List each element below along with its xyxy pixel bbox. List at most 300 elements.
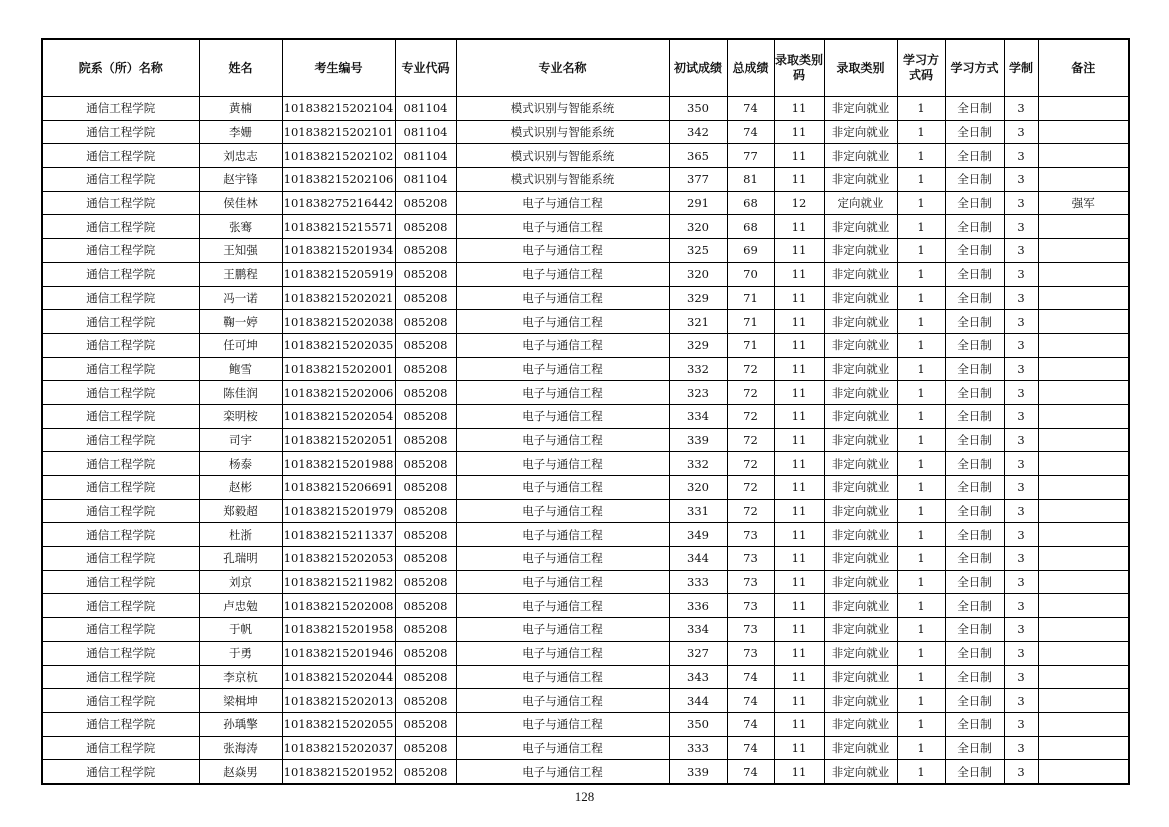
- remarks-cell: [1038, 144, 1129, 168]
- remarks-cell: [1038, 262, 1129, 286]
- table-row: [42, 333, 1129, 357]
- candidate-number-cell: 101838215202013: [282, 689, 395, 713]
- initial-score-cell: 333: [669, 736, 727, 760]
- initial-score-cell: 334: [669, 404, 727, 428]
- table-row: [42, 310, 1129, 334]
- remarks-cell: [1038, 618, 1129, 642]
- candidate-number-cell: 101838215211982: [282, 570, 395, 594]
- admission-category-code-cell: 11: [774, 665, 824, 689]
- initial-score-cell: 339: [669, 428, 727, 452]
- remarks-cell: 强军: [1038, 191, 1129, 215]
- initial-score-cell: 333: [669, 570, 727, 594]
- table-row: [42, 191, 1129, 215]
- study-mode-code-cell: 1: [897, 760, 945, 784]
- remarks-cell: [1038, 452, 1129, 476]
- admission-category-cell: 非定向就业: [824, 215, 897, 239]
- candidate-number-cell: 101838215215571: [282, 215, 395, 239]
- admission-category-code-cell: 11: [774, 523, 824, 547]
- duration-cell: 3: [1004, 547, 1038, 571]
- admission-category-code-cell: 11: [774, 452, 824, 476]
- study-mode-code-cell: 1: [897, 381, 945, 405]
- table-row: [42, 286, 1129, 310]
- study-mode-cell: 全日制: [945, 523, 1004, 547]
- study-mode-code-cell: 1: [897, 594, 945, 618]
- table-row: [42, 523, 1129, 547]
- total-score-cell: 70: [727, 262, 774, 286]
- table-row: [42, 476, 1129, 500]
- admission-category-cell: 非定向就业: [824, 97, 897, 121]
- total-score-cell: 72: [727, 357, 774, 381]
- header-duration: 学制: [1004, 39, 1038, 97]
- study-mode-cell: 全日制: [945, 665, 1004, 689]
- table-row: [42, 689, 1129, 713]
- admission-category-cell: 非定向就业: [824, 760, 897, 784]
- remarks-cell: [1038, 333, 1129, 357]
- remarks-cell: [1038, 476, 1129, 500]
- total-score-cell: 68: [727, 215, 774, 239]
- department-cell: 通信工程学院: [42, 641, 199, 665]
- department-cell: 通信工程学院: [42, 712, 199, 736]
- candidate-number-cell: 101838215202054: [282, 404, 395, 428]
- major-code-cell: 085208: [395, 239, 456, 263]
- admission-category-cell: 非定向就业: [824, 286, 897, 310]
- study-mode-code-cell: 1: [897, 618, 945, 642]
- department-cell: 通信工程学院: [42, 594, 199, 618]
- major-code-cell: 085208: [395, 381, 456, 405]
- remarks-cell: [1038, 381, 1129, 405]
- initial-score-cell: 350: [669, 97, 727, 121]
- study-mode-code-cell: 1: [897, 97, 945, 121]
- initial-score-cell: 344: [669, 547, 727, 571]
- total-score-cell: 77: [727, 144, 774, 168]
- admission-category-code-cell: 11: [774, 689, 824, 713]
- department-cell: 通信工程学院: [42, 120, 199, 144]
- duration-cell: 3: [1004, 499, 1038, 523]
- admission-category-code-cell: 11: [774, 97, 824, 121]
- duration-cell: 3: [1004, 428, 1038, 452]
- department-cell: 通信工程学院: [42, 404, 199, 428]
- table-row: [42, 404, 1129, 428]
- candidate-number-cell: 101838215201946: [282, 641, 395, 665]
- admission-category-code-cell: 11: [774, 168, 824, 192]
- initial-score-cell: 321: [669, 310, 727, 334]
- study-mode-cell: 全日制: [945, 452, 1004, 476]
- study-mode-code-cell: 1: [897, 262, 945, 286]
- duration-cell: 3: [1004, 523, 1038, 547]
- major-name-cell: 电子与通信工程: [456, 310, 669, 334]
- major-code-cell: 085208: [395, 404, 456, 428]
- duration-cell: 3: [1004, 404, 1038, 428]
- admission-category-cell: 非定向就业: [824, 333, 897, 357]
- duration-cell: 3: [1004, 381, 1038, 405]
- department-cell: 通信工程学院: [42, 523, 199, 547]
- admission-category-cell: 非定向就业: [824, 428, 897, 452]
- study-mode-code-cell: 1: [897, 168, 945, 192]
- major-code-cell: 085208: [395, 428, 456, 452]
- admission-category-code-cell: 11: [774, 333, 824, 357]
- table-row: [42, 144, 1129, 168]
- candidate-number-cell: 101838215201988: [282, 452, 395, 476]
- candidate-number-cell: 101838215201958: [282, 618, 395, 642]
- duration-cell: 3: [1004, 689, 1038, 713]
- name-cell: 王知强: [199, 239, 282, 263]
- initial-score-cell: 365: [669, 144, 727, 168]
- initial-score-cell: 349: [669, 523, 727, 547]
- table-row: [42, 120, 1129, 144]
- study-mode-code-cell: 1: [897, 452, 945, 476]
- total-score-cell: 74: [727, 760, 774, 784]
- name-cell: 陈佳润: [199, 381, 282, 405]
- header-candidate-number: 考生编号: [282, 39, 395, 97]
- initial-score-cell: 329: [669, 333, 727, 357]
- admission-category-code-cell: 11: [774, 428, 824, 452]
- study-mode-cell: 全日制: [945, 215, 1004, 239]
- admission-category-code-cell: 11: [774, 120, 824, 144]
- total-score-cell: 72: [727, 452, 774, 476]
- department-cell: 通信工程学院: [42, 333, 199, 357]
- duration-cell: 3: [1004, 476, 1038, 500]
- total-score-cell: 74: [727, 97, 774, 121]
- candidate-number-cell: 101838215202053: [282, 547, 395, 571]
- candidate-number-cell: 101838215201979: [282, 499, 395, 523]
- major-name-cell: 电子与通信工程: [456, 476, 669, 500]
- header-row: [42, 39, 1129, 97]
- major-code-cell: 081104: [395, 120, 456, 144]
- study-mode-cell: 全日制: [945, 286, 1004, 310]
- study-mode-cell: 全日制: [945, 618, 1004, 642]
- remarks-cell: [1038, 594, 1129, 618]
- duration-cell: 3: [1004, 452, 1038, 476]
- name-cell: 栾明桉: [199, 404, 282, 428]
- major-code-cell: 085208: [395, 641, 456, 665]
- admission-category-cell: 非定向就业: [824, 310, 897, 334]
- total-score-cell: 72: [727, 404, 774, 428]
- major-code-cell: 085208: [395, 618, 456, 642]
- total-score-cell: 71: [727, 286, 774, 310]
- study-mode-code-cell: 1: [897, 476, 945, 500]
- remarks-cell: [1038, 570, 1129, 594]
- total-score-cell: 74: [727, 736, 774, 760]
- admission-category-code-cell: 11: [774, 641, 824, 665]
- total-score-cell: 81: [727, 168, 774, 192]
- department-cell: 通信工程学院: [42, 428, 199, 452]
- admission-category-code-cell: 11: [774, 215, 824, 239]
- study-mode-code-cell: 1: [897, 215, 945, 239]
- total-score-cell: 73: [727, 594, 774, 618]
- study-mode-code-cell: 1: [897, 120, 945, 144]
- major-code-cell: 085208: [395, 736, 456, 760]
- total-score-cell: 72: [727, 476, 774, 500]
- major-code-cell: 085208: [395, 215, 456, 239]
- admission-category-code-cell: 11: [774, 310, 824, 334]
- study-mode-cell: 全日制: [945, 594, 1004, 618]
- study-mode-cell: 全日制: [945, 357, 1004, 381]
- remarks-cell: [1038, 641, 1129, 665]
- table-row: [42, 499, 1129, 523]
- study-mode-code-cell: 1: [897, 428, 945, 452]
- admission-category-code-cell: 11: [774, 381, 824, 405]
- table-row: [42, 168, 1129, 192]
- remarks-cell: [1038, 239, 1129, 263]
- duration-cell: 3: [1004, 120, 1038, 144]
- candidate-number-cell: 101838215202038: [282, 310, 395, 334]
- name-cell: 郑毅超: [199, 499, 282, 523]
- major-name-cell: 电子与通信工程: [456, 215, 669, 239]
- study-mode-code-cell: 1: [897, 736, 945, 760]
- candidate-number-cell: 101838215202044: [282, 665, 395, 689]
- admission-category-code-cell: 11: [774, 712, 824, 736]
- admission-table: [41, 38, 1130, 785]
- major-code-cell: 085208: [395, 310, 456, 334]
- study-mode-code-cell: 1: [897, 191, 945, 215]
- admission-category-code-cell: 11: [774, 499, 824, 523]
- duration-cell: 3: [1004, 310, 1038, 334]
- candidate-number-cell: 101838215202055: [282, 712, 395, 736]
- candidate-number-cell: 101838215202008: [282, 594, 395, 618]
- major-code-cell: 085208: [395, 523, 456, 547]
- major-name-cell: 电子与通信工程: [456, 428, 669, 452]
- admission-category-cell: 非定向就业: [824, 736, 897, 760]
- initial-score-cell: 336: [669, 594, 727, 618]
- total-score-cell: 69: [727, 239, 774, 263]
- major-code-cell: 085208: [395, 262, 456, 286]
- duration-cell: 3: [1004, 239, 1038, 263]
- major-name-cell: 电子与通信工程: [456, 523, 669, 547]
- major-name-cell: 电子与通信工程: [456, 618, 669, 642]
- initial-score-cell: 350: [669, 712, 727, 736]
- candidate-number-cell: 101838215202006: [282, 381, 395, 405]
- initial-score-cell: 334: [669, 618, 727, 642]
- table-row: [42, 262, 1129, 286]
- table-row: [42, 97, 1129, 121]
- duration-cell: 3: [1004, 191, 1038, 215]
- department-cell: 通信工程学院: [42, 381, 199, 405]
- department-cell: 通信工程学院: [42, 452, 199, 476]
- major-name-cell: 电子与通信工程: [456, 404, 669, 428]
- major-code-cell: 085208: [395, 760, 456, 784]
- header-total-score: 总成绩: [727, 39, 774, 97]
- initial-score-cell: 342: [669, 120, 727, 144]
- major-name-cell: 电子与通信工程: [456, 452, 669, 476]
- header-initial-score: 初试成绩: [669, 39, 727, 97]
- major-code-cell: 085208: [395, 570, 456, 594]
- total-score-cell: 72: [727, 499, 774, 523]
- admission-category-code-cell: 11: [774, 239, 824, 263]
- study-mode-code-cell: 1: [897, 404, 945, 428]
- table-row: [42, 239, 1129, 263]
- major-name-cell: 电子与通信工程: [456, 665, 669, 689]
- department-cell: 通信工程学院: [42, 262, 199, 286]
- study-mode-cell: 全日制: [945, 547, 1004, 571]
- admission-category-cell: 非定向就业: [824, 618, 897, 642]
- admission-category-cell: 非定向就业: [824, 381, 897, 405]
- table-row: [42, 381, 1129, 405]
- admission-category-cell: 非定向就业: [824, 570, 897, 594]
- duration-cell: 3: [1004, 570, 1038, 594]
- remarks-cell: [1038, 97, 1129, 121]
- name-cell: 刘京: [199, 570, 282, 594]
- table-row: [42, 665, 1129, 689]
- candidate-number-cell: 101838215202035: [282, 333, 395, 357]
- department-cell: 通信工程学院: [42, 499, 199, 523]
- total-score-cell: 74: [727, 712, 774, 736]
- major-name-cell: 电子与通信工程: [456, 333, 669, 357]
- remarks-cell: [1038, 712, 1129, 736]
- study-mode-code-cell: 1: [897, 523, 945, 547]
- department-cell: 通信工程学院: [42, 736, 199, 760]
- major-name-cell: 电子与通信工程: [456, 570, 669, 594]
- initial-score-cell: 320: [669, 215, 727, 239]
- header-admission-category: 录取类别: [824, 39, 897, 97]
- total-score-cell: 73: [727, 570, 774, 594]
- admission-category-code-cell: 11: [774, 357, 824, 381]
- major-name-cell: 电子与通信工程: [456, 357, 669, 381]
- admission-category-code-cell: 11: [774, 547, 824, 571]
- major-name-cell: 电子与通信工程: [456, 262, 669, 286]
- initial-score-cell: 329: [669, 286, 727, 310]
- initial-score-cell: 291: [669, 191, 727, 215]
- remarks-cell: [1038, 736, 1129, 760]
- study-mode-cell: 全日制: [945, 333, 1004, 357]
- table-row: [42, 760, 1129, 784]
- total-score-cell: 73: [727, 641, 774, 665]
- admission-category-cell: 非定向就业: [824, 262, 897, 286]
- admission-category-code-cell: 11: [774, 262, 824, 286]
- admission-category-cell: 非定向就业: [824, 120, 897, 144]
- candidate-number-cell: 101838215202101: [282, 120, 395, 144]
- total-score-cell: 71: [727, 310, 774, 334]
- admission-category-code-cell: 11: [774, 476, 824, 500]
- name-cell: 张骞: [199, 215, 282, 239]
- department-cell: 通信工程学院: [42, 239, 199, 263]
- header-study-mode: 学习方式: [945, 39, 1004, 97]
- name-cell: 王鹏程: [199, 262, 282, 286]
- study-mode-cell: 全日制: [945, 760, 1004, 784]
- department-cell: 通信工程学院: [42, 476, 199, 500]
- initial-score-cell: 332: [669, 357, 727, 381]
- name-cell: 鲍雪: [199, 357, 282, 381]
- candidate-number-cell: 101838215202102: [282, 144, 395, 168]
- initial-score-cell: 344: [669, 689, 727, 713]
- major-code-cell: 085208: [395, 286, 456, 310]
- candidate-number-cell: 101838275216442: [282, 191, 395, 215]
- name-cell: 于勇: [199, 641, 282, 665]
- study-mode-code-cell: 1: [897, 239, 945, 263]
- name-cell: 赵焱男: [199, 760, 282, 784]
- major-code-cell: 085208: [395, 476, 456, 500]
- table-header: [42, 39, 1129, 97]
- duration-cell: 3: [1004, 286, 1038, 310]
- major-name-cell: 电子与通信工程: [456, 191, 669, 215]
- major-code-cell: 085208: [395, 333, 456, 357]
- header-remarks: 备注: [1038, 39, 1129, 97]
- study-mode-code-cell: 1: [897, 641, 945, 665]
- admission-category-cell: 非定向就业: [824, 641, 897, 665]
- table-row: [42, 357, 1129, 381]
- table-row: [42, 641, 1129, 665]
- major-name-cell: 电子与通信工程: [456, 641, 669, 665]
- table-row: [42, 594, 1129, 618]
- department-cell: 通信工程学院: [42, 191, 199, 215]
- admission-category-cell: 非定向就业: [824, 239, 897, 263]
- total-score-cell: 74: [727, 665, 774, 689]
- admission-category-cell: 非定向就业: [824, 357, 897, 381]
- name-cell: 于帆: [199, 618, 282, 642]
- study-mode-code-cell: 1: [897, 310, 945, 334]
- admission-category-code-cell: 11: [774, 144, 824, 168]
- admission-category-cell: 非定向就业: [824, 665, 897, 689]
- major-code-cell: 085208: [395, 689, 456, 713]
- duration-cell: 3: [1004, 712, 1038, 736]
- duration-cell: 3: [1004, 665, 1038, 689]
- total-score-cell: 72: [727, 428, 774, 452]
- name-cell: 冯一诺: [199, 286, 282, 310]
- name-cell: 孔瑞明: [199, 547, 282, 571]
- name-cell: 孙瑀擎: [199, 712, 282, 736]
- study-mode-cell: 全日制: [945, 499, 1004, 523]
- name-cell: 刘忠志: [199, 144, 282, 168]
- admission-category-code-cell: 11: [774, 760, 824, 784]
- study-mode-code-cell: 1: [897, 286, 945, 310]
- table-row: [42, 452, 1129, 476]
- initial-score-cell: 320: [669, 476, 727, 500]
- study-mode-code-cell: 1: [897, 357, 945, 381]
- duration-cell: 3: [1004, 215, 1038, 239]
- admission-category-cell: 非定向就业: [824, 499, 897, 523]
- study-mode-code-cell: 1: [897, 547, 945, 571]
- admission-category-cell: 定向就业: [824, 191, 897, 215]
- major-name-cell: 模式识别与智能系统: [456, 120, 669, 144]
- major-name-cell: 电子与通信工程: [456, 499, 669, 523]
- admission-category-cell: 非定向就业: [824, 689, 897, 713]
- department-cell: 通信工程学院: [42, 570, 199, 594]
- name-cell: 杨泰: [199, 452, 282, 476]
- initial-score-cell: 339: [669, 760, 727, 784]
- department-cell: 通信工程学院: [42, 760, 199, 784]
- study-mode-code-cell: 1: [897, 712, 945, 736]
- duration-cell: 3: [1004, 97, 1038, 121]
- initial-score-cell: 323: [669, 381, 727, 405]
- name-cell: 李京杭: [199, 665, 282, 689]
- name-cell: 梁楫坤: [199, 689, 282, 713]
- table-row: [42, 547, 1129, 571]
- page-number: 128: [574, 789, 595, 804]
- remarks-cell: [1038, 428, 1129, 452]
- total-score-cell: 73: [727, 523, 774, 547]
- study-mode-cell: 全日制: [945, 168, 1004, 192]
- department-cell: 通信工程学院: [42, 144, 199, 168]
- admission-category-cell: 非定向就业: [824, 476, 897, 500]
- major-name-cell: 电子与通信工程: [456, 760, 669, 784]
- table-row: [42, 618, 1129, 642]
- total-score-cell: 72: [727, 381, 774, 405]
- header-admission-category-code: 录取类别码: [774, 39, 824, 97]
- admission-category-code-cell: 11: [774, 736, 824, 760]
- department-cell: 通信工程学院: [42, 665, 199, 689]
- duration-cell: 3: [1004, 357, 1038, 381]
- major-code-cell: 081104: [395, 97, 456, 121]
- major-code-cell: 081104: [395, 144, 456, 168]
- major-name-cell: 电子与通信工程: [456, 689, 669, 713]
- remarks-cell: [1038, 310, 1129, 334]
- candidate-number-cell: 101838215205919: [282, 262, 395, 286]
- candidate-number-cell: 101838215202106: [282, 168, 395, 192]
- department-cell: 通信工程学院: [42, 286, 199, 310]
- department-cell: 通信工程学院: [42, 97, 199, 121]
- name-cell: 赵宇锋: [199, 168, 282, 192]
- department-cell: 通信工程学院: [42, 310, 199, 334]
- remarks-cell: [1038, 120, 1129, 144]
